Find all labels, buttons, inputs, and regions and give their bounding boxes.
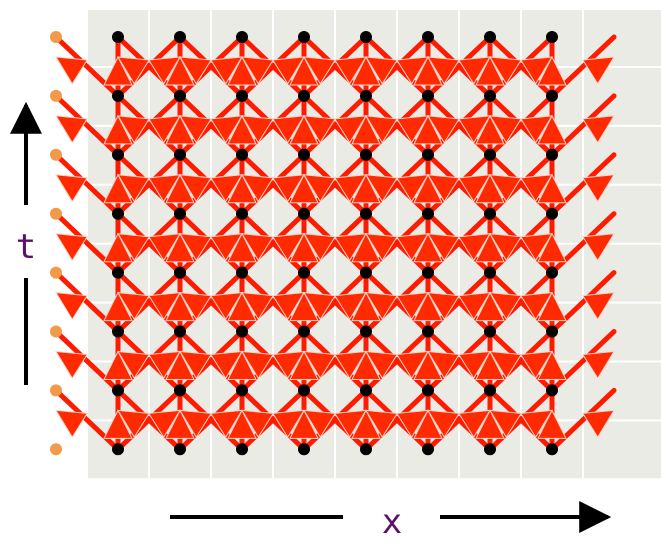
lattice-node xyxy=(546,31,558,43)
lattice-node xyxy=(112,443,124,455)
lattice-node xyxy=(236,443,248,455)
lattice-node xyxy=(174,443,186,455)
lattice-node xyxy=(422,208,434,220)
lattice-node xyxy=(484,90,496,102)
boundary-node xyxy=(50,326,62,338)
lattice-node xyxy=(422,149,434,161)
t-axis-label: t xyxy=(15,227,37,267)
boundary-node xyxy=(50,149,62,161)
lattice-node xyxy=(174,149,186,161)
lattice-node xyxy=(484,149,496,161)
boundary-node xyxy=(50,90,62,102)
x-axis-label: x xyxy=(381,502,403,542)
lattice-node xyxy=(360,149,372,161)
lattice-node xyxy=(174,90,186,102)
lattice-node xyxy=(298,90,310,102)
lattice-node xyxy=(298,384,310,396)
lattice-node xyxy=(236,384,248,396)
boundary-node xyxy=(50,208,62,220)
lattice-node xyxy=(174,384,186,396)
lattice-node xyxy=(422,384,434,396)
lattice-node xyxy=(174,267,186,279)
lattice-node xyxy=(360,267,372,279)
lattice-node xyxy=(546,149,558,161)
arrowhead xyxy=(56,57,87,84)
lattice-node xyxy=(298,326,310,338)
boundary-node xyxy=(50,267,62,279)
lattice-node xyxy=(422,267,434,279)
boundary-node xyxy=(50,31,62,43)
lattice-node xyxy=(236,31,248,43)
lattice-node xyxy=(298,149,310,161)
lattice-node xyxy=(236,90,248,102)
lattice-node xyxy=(484,208,496,220)
lattice-node xyxy=(298,443,310,455)
lattice-node xyxy=(112,90,124,102)
lattice-node xyxy=(546,443,558,455)
lattice-node xyxy=(360,31,372,43)
lattice-node xyxy=(360,443,372,455)
lattice-node xyxy=(546,208,558,220)
lattice-node xyxy=(422,90,434,102)
lattice-node xyxy=(236,267,248,279)
lattice-node xyxy=(174,326,186,338)
arrowhead xyxy=(56,234,87,261)
boundary-node xyxy=(50,384,62,396)
lattice-node xyxy=(484,326,496,338)
arrowhead xyxy=(56,175,87,202)
lattice-node xyxy=(484,443,496,455)
arrowhead xyxy=(56,116,87,143)
lattice-node xyxy=(360,208,372,220)
lattice-node xyxy=(484,384,496,396)
lattice-node xyxy=(546,267,558,279)
lattice-node xyxy=(236,208,248,220)
lattice-node xyxy=(360,326,372,338)
lattice-node xyxy=(546,384,558,396)
lattice-node xyxy=(112,267,124,279)
arrowhead xyxy=(56,410,87,437)
arrowhead xyxy=(56,352,87,379)
lattice-node xyxy=(236,326,248,338)
lattice-node xyxy=(298,31,310,43)
lattice-node xyxy=(484,31,496,43)
lattice-node xyxy=(112,149,124,161)
lattice-node xyxy=(546,326,558,338)
lattice-node xyxy=(422,31,434,43)
lattice-node xyxy=(360,90,372,102)
lattice-node xyxy=(174,208,186,220)
lattice-node xyxy=(422,326,434,338)
lattice-node xyxy=(174,31,186,43)
lattice-node xyxy=(546,90,558,102)
lattice-node xyxy=(484,267,496,279)
lattice-node xyxy=(112,384,124,396)
arrowhead xyxy=(56,293,87,320)
lattice-node xyxy=(298,208,310,220)
lattice-node xyxy=(112,326,124,338)
lattice-node xyxy=(360,384,372,396)
lattice-node xyxy=(112,208,124,220)
boundary-node xyxy=(50,443,62,455)
lattice-node xyxy=(236,149,248,161)
lattice-node xyxy=(422,443,434,455)
lattice-node xyxy=(298,267,310,279)
lattice-node xyxy=(112,31,124,43)
